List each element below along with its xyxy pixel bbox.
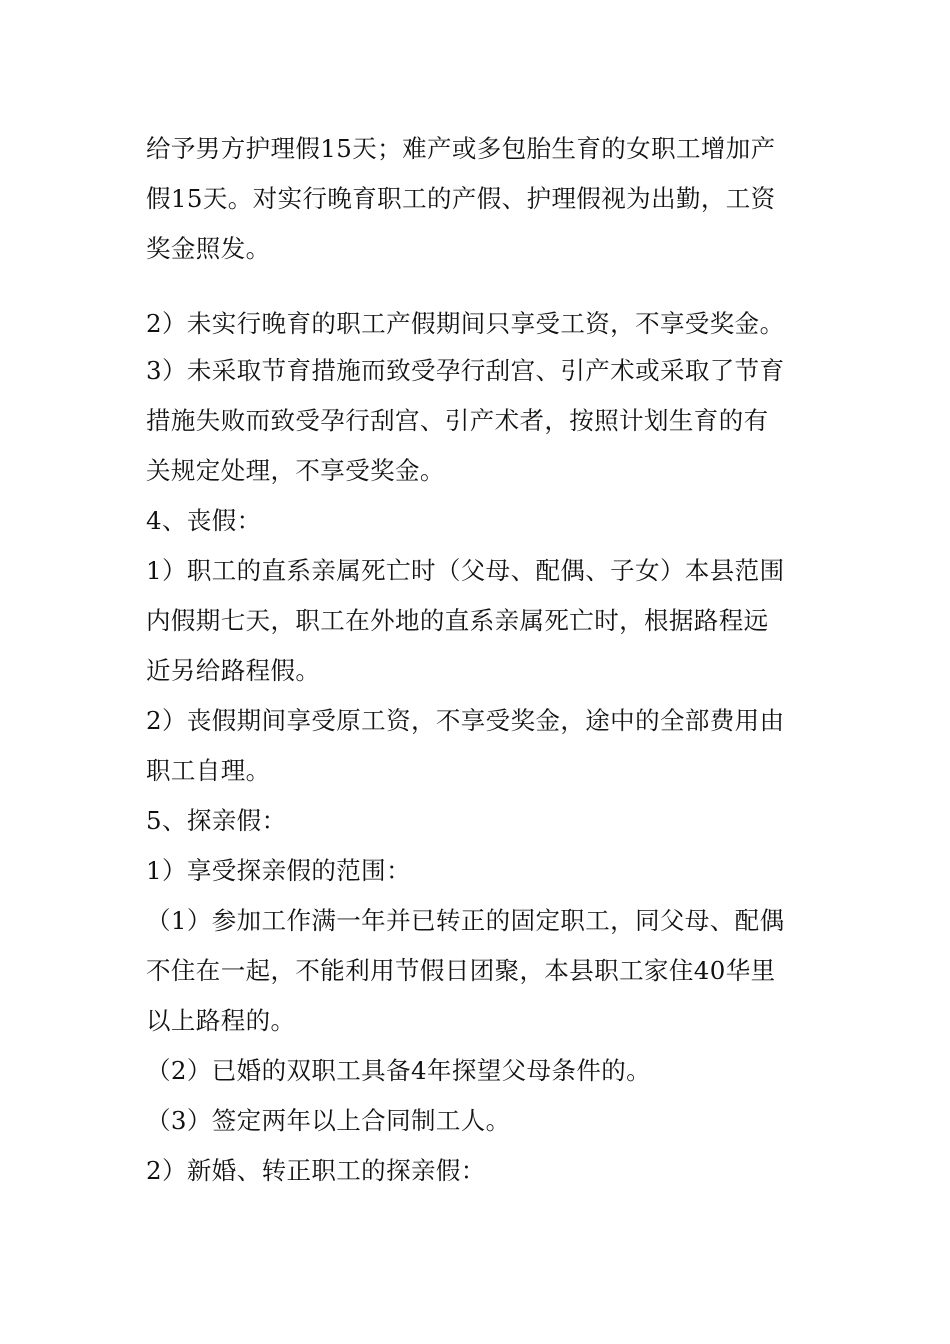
text-line: 关规定处理，不享受奖金。: [146, 456, 445, 485]
text-line: 奖金照发。: [146, 234, 271, 263]
text-line: 2）未实行晚育的职工产假期间只享受工资，不享受奖金。: [146, 309, 785, 338]
text-line: 假15天。对实行晚育职工的产假、护理假视为出勤，工资: [146, 184, 776, 213]
text-line: 措施失败而致受孕行刮宫、引产术者，按照计划生育的有: [146, 406, 769, 435]
text-line: 2）丧假期间享受原工资，不享受奖金，途中的全部费用由: [146, 706, 785, 735]
text-line: 以上路程的。: [146, 1006, 296, 1035]
text-line: （2）已婚的双职工具备4年探望父母条件的。: [146, 1056, 652, 1085]
text-line: 2）新婚、转正职工的探亲假：: [146, 1156, 486, 1185]
text-line: 1）职工的直系亲属死亡时（父母、配偶、子女）本县范围: [146, 556, 785, 585]
section-heading: 4、丧假：: [146, 506, 262, 535]
text-line: （1）参加工作满一年并已转正的固定职工，同父母、配偶: [146, 906, 785, 935]
text-line: 职工自理。: [146, 756, 271, 785]
text-line: 内假期七天，职工在外地的直系亲属死亡时，根据路程远: [146, 606, 769, 635]
section-heading: 5、探亲假：: [146, 806, 287, 835]
text-line: 不住在一起，不能利用节假日团聚，本县职工家住40华里: [146, 956, 776, 985]
text-line: 1）享受探亲假的范围：: [146, 856, 411, 885]
text-line: 给予男方护理假15天；难产或多包胎生育的女职工增加产: [146, 134, 776, 163]
text-line: （3）签定两年以上合同制工人。: [146, 1106, 511, 1135]
text-line: 近另给路程假。: [146, 656, 321, 685]
text-line: 3）未采取节育措施而致受孕行刮宫、引产术或采取了节育: [146, 356, 785, 385]
